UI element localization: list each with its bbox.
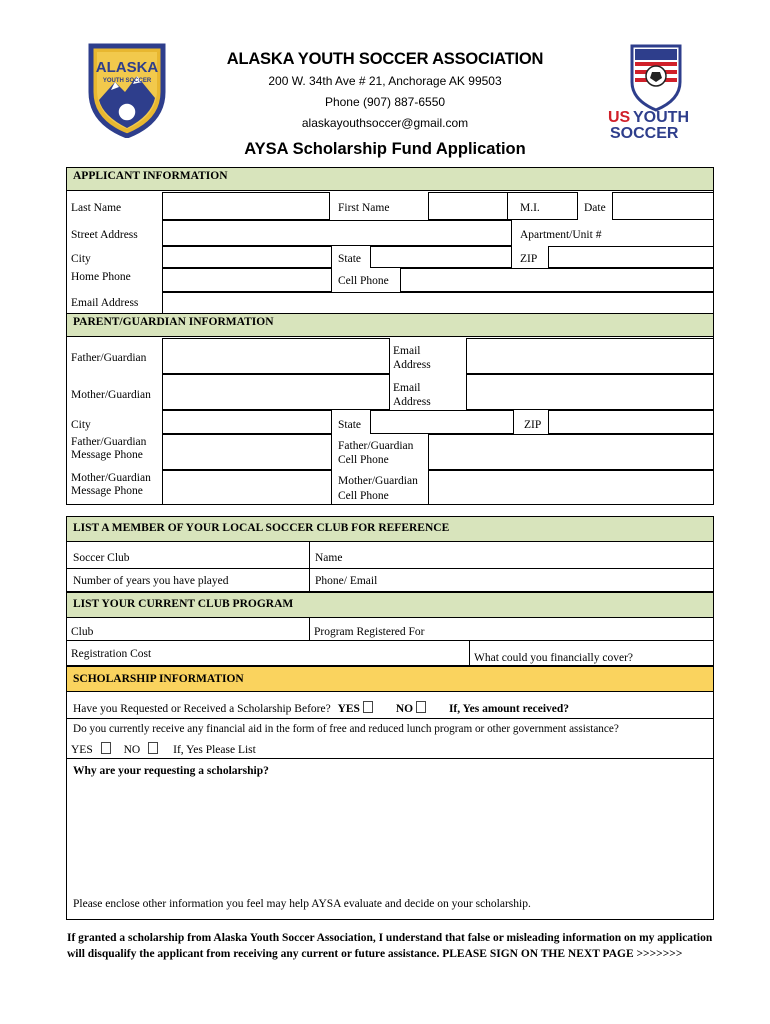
scholarship-row-divider-2 xyxy=(66,758,714,759)
org-name: ALASKA YOUTH SOCCER ASSOCIATION xyxy=(226,50,544,68)
city-label: City xyxy=(71,253,91,265)
parent-city-field[interactable] xyxy=(162,410,332,434)
parent-city-label: City xyxy=(71,419,91,431)
disclaimer-text: If granted a scholarship from Alaska Youth Soccer Association, I understand that false or misleading information on my application will disqualify the applicant from receiving any current or future assistance. PLEASE SIGN ON THE NEXT PAGE >>>>>>> xyxy=(67,932,713,960)
cell-phone-label: Cell Phone xyxy=(338,275,389,287)
street-address-field[interactable] xyxy=(162,220,512,246)
father-message-phone-label-2: Message Phone xyxy=(71,449,143,461)
parent-section-heading: PARENT/GUARDIAN INFORMATION xyxy=(66,313,714,337)
mother-message-phone-label-2: Message Phone xyxy=(71,485,143,497)
prior-no-label: NO xyxy=(395,703,414,715)
prior-yes-checkbox[interactable] xyxy=(363,701,373,713)
father-cell-phone-field[interactable] xyxy=(428,434,714,470)
reference-section-heading: LIST A MEMBER OF YOUR LOCAL SOCCER CLUB FOR REFERENCE xyxy=(66,516,714,542)
logo-text-youth-soccer: YOUTH SOCCER xyxy=(102,78,152,84)
father-email-label-1: Email xyxy=(393,345,421,357)
father-email-field[interactable] xyxy=(466,338,714,374)
reference-col-divider xyxy=(309,542,310,592)
mother-email-field[interactable] xyxy=(466,374,714,410)
parent-zip-field[interactable] xyxy=(548,410,714,434)
why-scholarship-label: Why are your requesting a scholarship? xyxy=(73,765,269,777)
parent-state-label: State xyxy=(338,419,361,431)
financial-aid-options xyxy=(71,742,256,757)
last-name-label: Last Name xyxy=(71,202,122,214)
reference-name-label: Name xyxy=(315,552,343,564)
father-message-phone-field[interactable] xyxy=(162,434,332,470)
mother-cell-phone-label-1: Mother/Guardian xyxy=(338,475,418,487)
registration-cost-label: Registration Cost xyxy=(71,648,152,660)
scholarship-row-divider-1 xyxy=(66,718,714,719)
logo-text-alaska: ALASKA xyxy=(95,59,159,76)
form-title: AYSA Scholarship Fund Application xyxy=(244,140,526,158)
program-registered-label: Program Registered For xyxy=(314,626,425,638)
logo-text-us: US xyxy=(608,109,631,126)
last-name-field[interactable] xyxy=(162,192,330,220)
club-label: Club xyxy=(71,626,94,638)
aid-yes-label: YES xyxy=(71,744,93,756)
please-list-label: If, Yes Please List xyxy=(173,744,256,756)
first-name-label: First Name xyxy=(338,202,390,214)
cell-phone-field[interactable] xyxy=(400,268,714,292)
father-email-label-2: Address xyxy=(393,359,431,371)
reference-row-divider xyxy=(66,568,714,569)
father-guardian-label: Father/Guardian xyxy=(71,352,147,364)
applicant-section-heading: APPLICANT INFORMATION xyxy=(66,167,714,191)
mother-guardian-label: Mother/Guardian xyxy=(71,389,151,401)
years-played-label: Number of years you have played xyxy=(73,575,229,587)
father-cell-phone-label-1: Father/Guardian xyxy=(338,440,414,452)
prior-scholarship-question xyxy=(73,701,569,716)
city-field[interactable] xyxy=(162,246,332,268)
logo-text-soccer: SOCCER xyxy=(610,125,679,140)
org-phone: Phone (907) 887-6550 xyxy=(324,95,446,109)
why-scholarship-field[interactable] xyxy=(67,782,713,892)
program-col-divider xyxy=(309,618,310,640)
mother-email-label-1: Email xyxy=(393,382,421,394)
zip-label: ZIP xyxy=(520,253,538,265)
prior-scholarship-text: Have you Requested or Received a Scholarship Before? xyxy=(73,703,331,715)
org-email: alaskayouthsoccer@gmail.com xyxy=(301,116,469,130)
soccer-club-label: Soccer Club xyxy=(73,552,130,564)
aid-no-checkbox[interactable] xyxy=(148,742,158,754)
parent-state-field[interactable] xyxy=(370,410,514,434)
date-field[interactable] xyxy=(612,192,714,220)
program-row-divider xyxy=(66,640,714,641)
prior-no-checkbox[interactable] xyxy=(416,701,426,713)
state-field[interactable] xyxy=(370,246,512,268)
date-label: Date xyxy=(584,202,606,214)
mother-guardian-field[interactable] xyxy=(162,374,390,410)
program-cover-divider xyxy=(469,640,470,666)
prior-yes-label: YES xyxy=(337,703,360,715)
father-message-phone-label-1: Father/Guardian xyxy=(71,436,147,448)
mother-message-phone-field[interactable] xyxy=(162,470,332,505)
street-address-label: Street Address xyxy=(71,229,138,241)
enclose-info-label: Please enclose other information you feel may help AYSA evaluate and decide on your scholarship. xyxy=(73,898,531,910)
mother-message-phone-label-1: Mother/Guardian xyxy=(71,472,151,484)
zip-field[interactable] xyxy=(548,246,714,268)
logo-text-youth: YOUTH xyxy=(633,109,689,126)
first-name-field[interactable] xyxy=(428,192,508,220)
email-address-label: Email Address xyxy=(71,297,139,309)
state-label: State xyxy=(338,253,361,265)
mother-cell-phone-label-2: Cell Phone xyxy=(338,490,389,502)
org-address: 200 W. 34th Ave # 21, Anchorage AK 99503 xyxy=(268,74,502,88)
program-section-heading: LIST YOUR CURRENT CLUB PROGRAM xyxy=(66,592,714,618)
mother-email-label-2: Address xyxy=(393,396,431,408)
financial-aid-question: Do you currently receive any financial aid in the form of free and reduced lunch program or other government assistance? xyxy=(73,723,619,735)
mi-field[interactable] xyxy=(508,192,578,220)
amount-received-label: If, Yes amount received? xyxy=(448,703,570,715)
home-phone-label: Home Phone xyxy=(71,271,131,283)
home-phone-field[interactable] xyxy=(162,268,332,292)
aid-no-label: NO xyxy=(123,744,141,756)
mother-cell-phone-field[interactable] xyxy=(428,470,714,505)
financial-cover-label: What could you financially cover? xyxy=(474,652,634,664)
father-guardian-field[interactable] xyxy=(162,338,390,374)
mi-label: M.I. xyxy=(520,202,540,214)
aid-yes-checkbox[interactable] xyxy=(101,742,111,754)
scholarship-section-heading: SCHOLARSHIP INFORMATION xyxy=(66,666,714,692)
apartment-unit-label: Apartment/Unit # xyxy=(520,229,602,241)
father-cell-phone-label-2: Cell Phone xyxy=(338,454,389,466)
parent-zip-label: ZIP xyxy=(524,419,542,431)
phone-email-label: Phone/ Email xyxy=(315,575,378,587)
